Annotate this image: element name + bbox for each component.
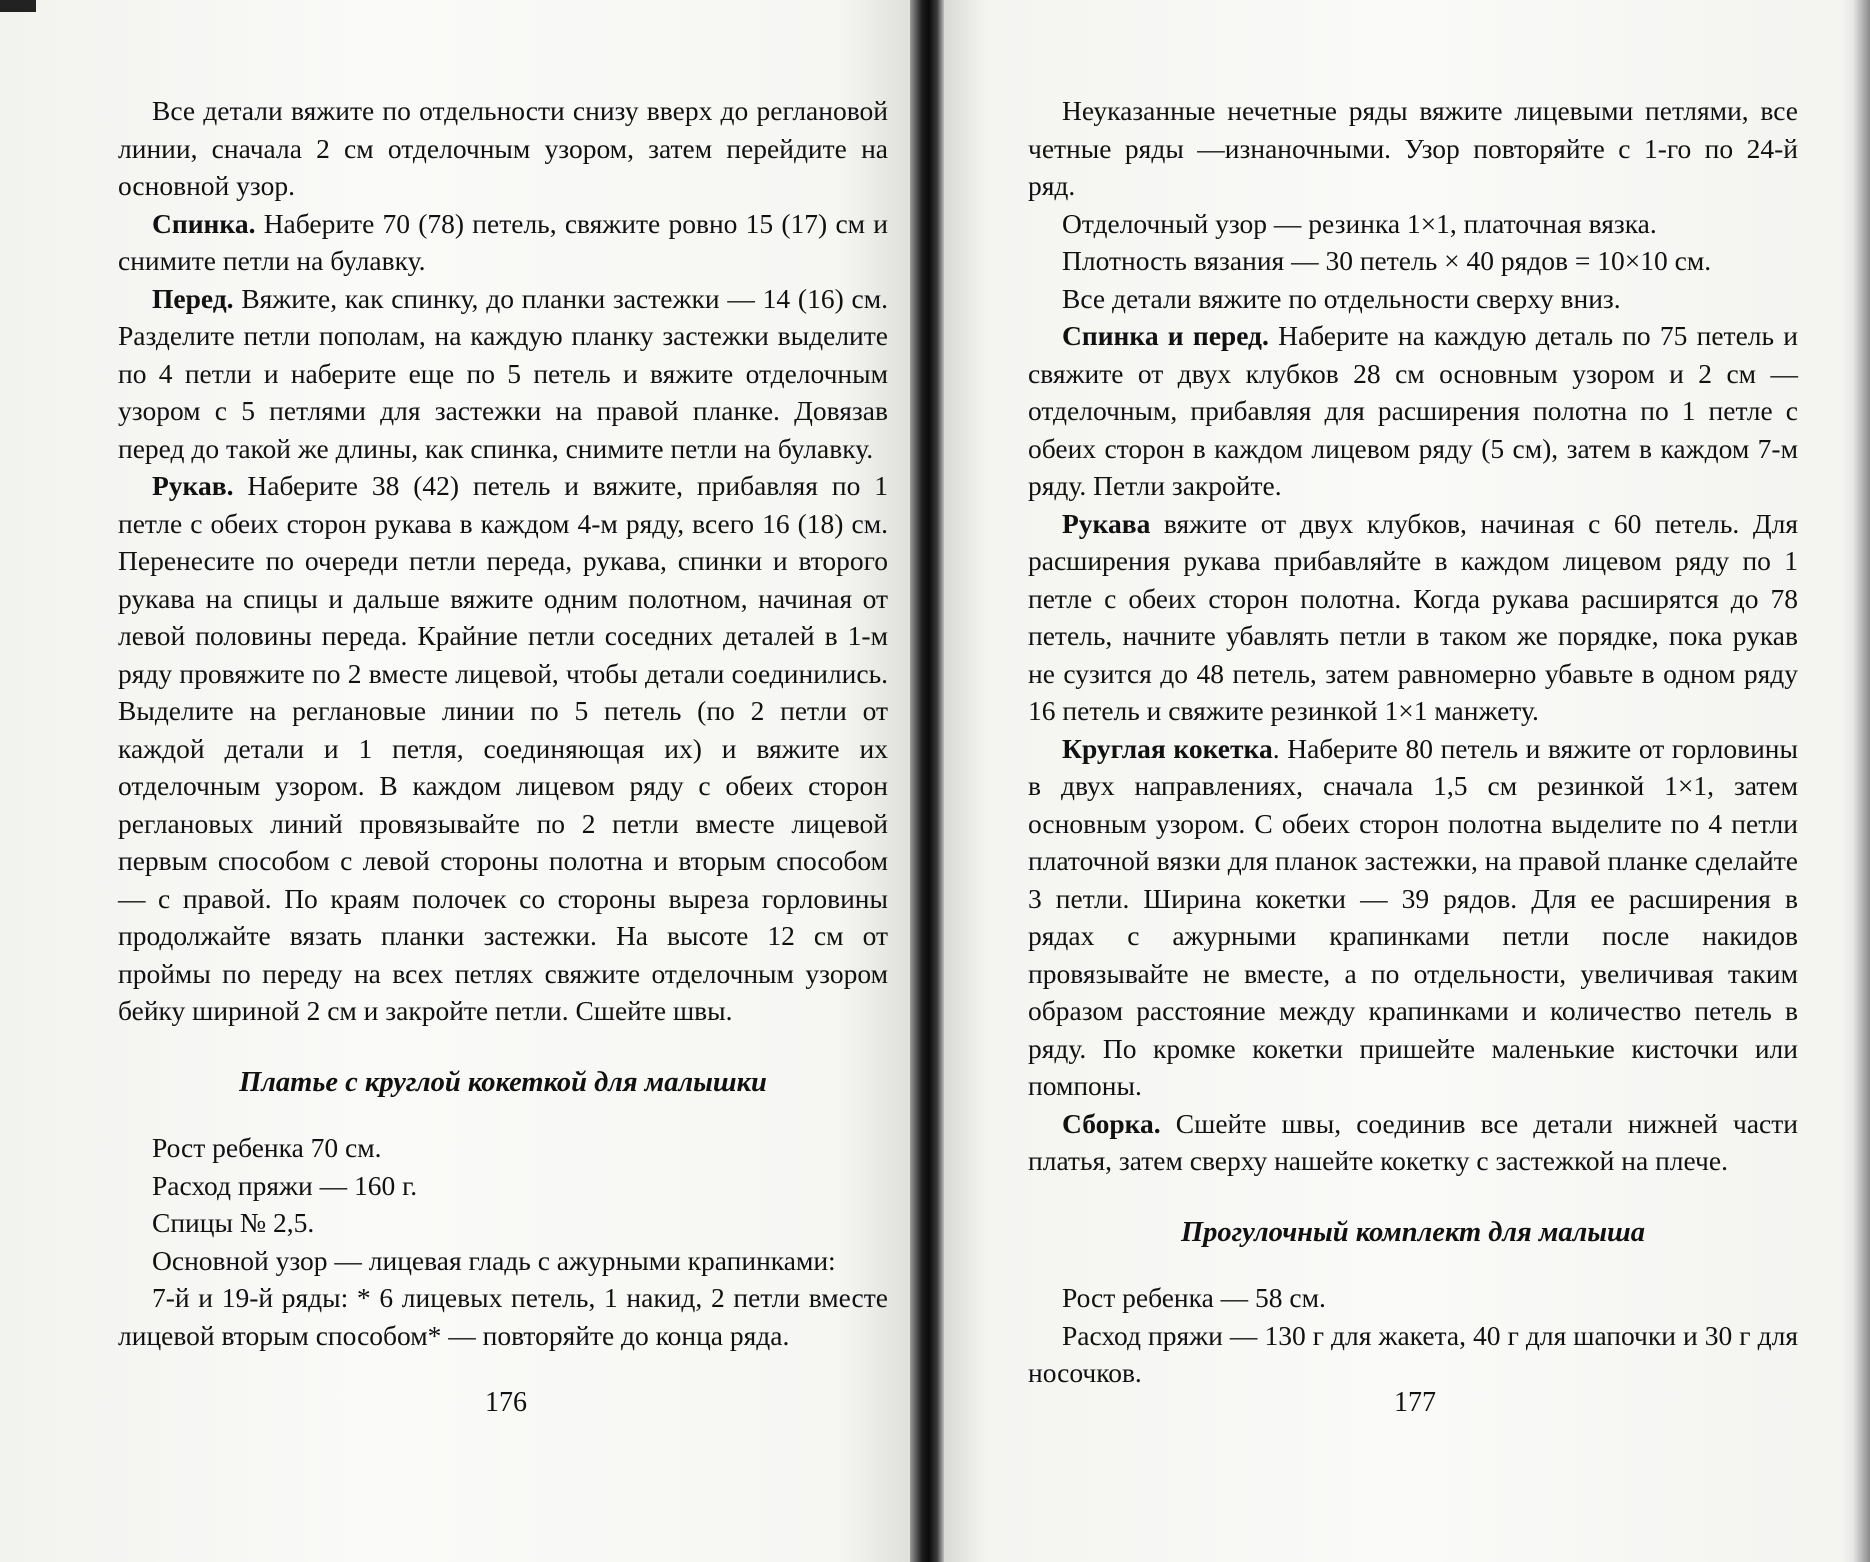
spec-line: Рост ребенка — 58 см. <box>1062 1282 1326 1313</box>
paragraph-assembly: Сборка. Сшейте швы, соединив все детали нижней части платья, затем сверху нашейте кокетку с застежкой на плече. <box>1028 1107 1798 1176</box>
section-heading: Платье с круглой кокеткой для малышки <box>239 1066 767 1098</box>
paragraph: Неуказанные нечетные ряды вяжите лицевыми петлями, все четные ряды —изнаночными. Узор повторяйте с 1-го по 24-й ряд. <box>1028 95 1798 201</box>
scan-mark <box>0 0 36 12</box>
spec-line: Спицы № 2,5. <box>152 1207 315 1238</box>
section-lead: Рукава <box>1062 507 1151 539</box>
page-number-right: 177 <box>1394 1387 1436 1418</box>
spec-line: Расход пряжи — 160 г. <box>152 1169 418 1201</box>
section-lead: Круглая кокетка <box>1062 732 1273 764</box>
paragraph: Отделочный узор — резинка 1×1, платочная вязка. <box>1062 207 1657 239</box>
paragraph-sleeve: Рукав. Наберите 38 (42) петель и вяжите, прибавляя по 1 петле с обеих сторон рукава в каждом 4-м ряду, всего 16 (18) см. Перенесите по очереди петли переда, рукава, спинки и второго рукава на спицы и дальше вяжите одним полотном, начиная от левой половины переда. Крайние петли соседних деталей в 1-м ряду провяжите по 2 вместе лицевой, чтобы детали соединились. Выделите на реглановые линии по 5 петель (по 2 петли от каждой детали и 1 петля, соединяющая их) и вяжите их отделочным узором. В каждом лицевом ряду с обеих сторон реглановых линий провязывайте по 2 петли вместе лицевой первым способом с левой стороны полотна и вторым способом — с правой. По краям полочек со стороны выреза горловины продолжайте вязать планки застежки. На высоте 12 см от проймы по переду на всех петлях свяжите отделочным узором бейку шириной 2 см и закройте петли. Сшейте швы. <box>118 470 888 1026</box>
book-gutter <box>910 0 944 1562</box>
paragraph-yoke: Круглая кокетка. Наберите 80 петель и вяжите от горловины в двух направлениях, сначала 1,5 см резинкой 1×1, затем основным узором. С обеих сторон полотна выделите по 4 петли платочной вязки для планок застежки, на правой планке сделайте 3 петли. Ширина кокетки — 39 рядов. Для ее расширения в рядах с ажурными крапинками петли после накидов провязывайте не вместе, а по отдельности, увеличивая таким образом расстояние между крапинками и количество петель в ряду. По кромке кокетки пришейте маленькие кисточки или помпоны. <box>1028 732 1798 1101</box>
spec-line: Рост ребенка 70 см. <box>152 1132 382 1163</box>
paragraph-front: Перед. Вяжите, как спинку, до планки застежки — 14 (16) см. Разделите петли пополам, на каждую планку застежки выделите по 4 петли и наберите еще по 5 петель и вяжите отделочным узором с 5 петлями для застежки на правой планке. Довязав перед до такой же длины, как спинка, снимите петли на булавку. <box>118 282 888 464</box>
section-lead: Рукав. <box>152 470 234 501</box>
section-lead: Спинка. <box>152 207 256 239</box>
paragraph: Все детали вяжите по отдельности сверху вниз. <box>1062 282 1621 314</box>
page-edge-shadow <box>1842 0 1870 1562</box>
paragraph-back-front: Спинка и перед. Наберите на каждую деталь по 75 петель и свяжите от двух клубков 28 см основным узором и 2 см — отделочным, прибавляя для расширения полотна по 1 петле с обеих сторон в каждом лицевом ряду (5 см), затем в каждом 7-м ряду. Петли закройте. <box>1028 320 1798 501</box>
left-page-text <box>118 92 888 1354</box>
spec-line: Расход пряжи — 130 г для жакета, 40 г для шапочки и 30 г для носочков. <box>1028 1319 1798 1388</box>
section-lead: Спинка и перед. <box>1062 320 1269 351</box>
spec-line: Основной узор — лицевая гладь с ажурными крапинками: <box>152 1244 836 1276</box>
section-lead: Сборка. <box>1062 1107 1161 1139</box>
paragraph-back: Спинка. Наберите 70 (78) петель, свяжите ровно 15 (17) см и снимите петли на булавку. <box>118 207 888 276</box>
paragraph: Плотность вязания — 30 петель × 40 рядов = 10×10 см. <box>1062 245 1712 276</box>
paragraph-sleeves: Рукава вяжите от двух клубков, начиная с 60 петель. Для расширения рукава прибавляйте в каждом лицевом ряду по 1 петле с обеих сторон полотна. Когда рукава расширятся до 78 петель, начните убавлять петли в таком же порядке, пока рукав не сузится до 48 петель, затем равномерно убавьте в одном ряду 16 петель и свяжите резинкой 1×1 манжету. <box>1028 507 1798 726</box>
section-lead: Перед. <box>152 282 234 314</box>
section-heading: Прогулочный комплект для малыша <box>1180 1216 1645 1248</box>
right-page-text <box>1028 92 1798 1392</box>
spec-line: 7-й и 19-й ряды: * 6 лицевых петель, 1 накид, 2 петли вместе лицевой вторым способом* — повторяйте до конца ряда. <box>118 1282 888 1351</box>
page-number-left: 176 <box>485 1387 527 1418</box>
paragraph: Все детали вяжите по отдельности снизу вверх до реглановой линии, сначала 2 см отделочным узором, затем перейдите на основной узор. <box>118 95 888 201</box>
